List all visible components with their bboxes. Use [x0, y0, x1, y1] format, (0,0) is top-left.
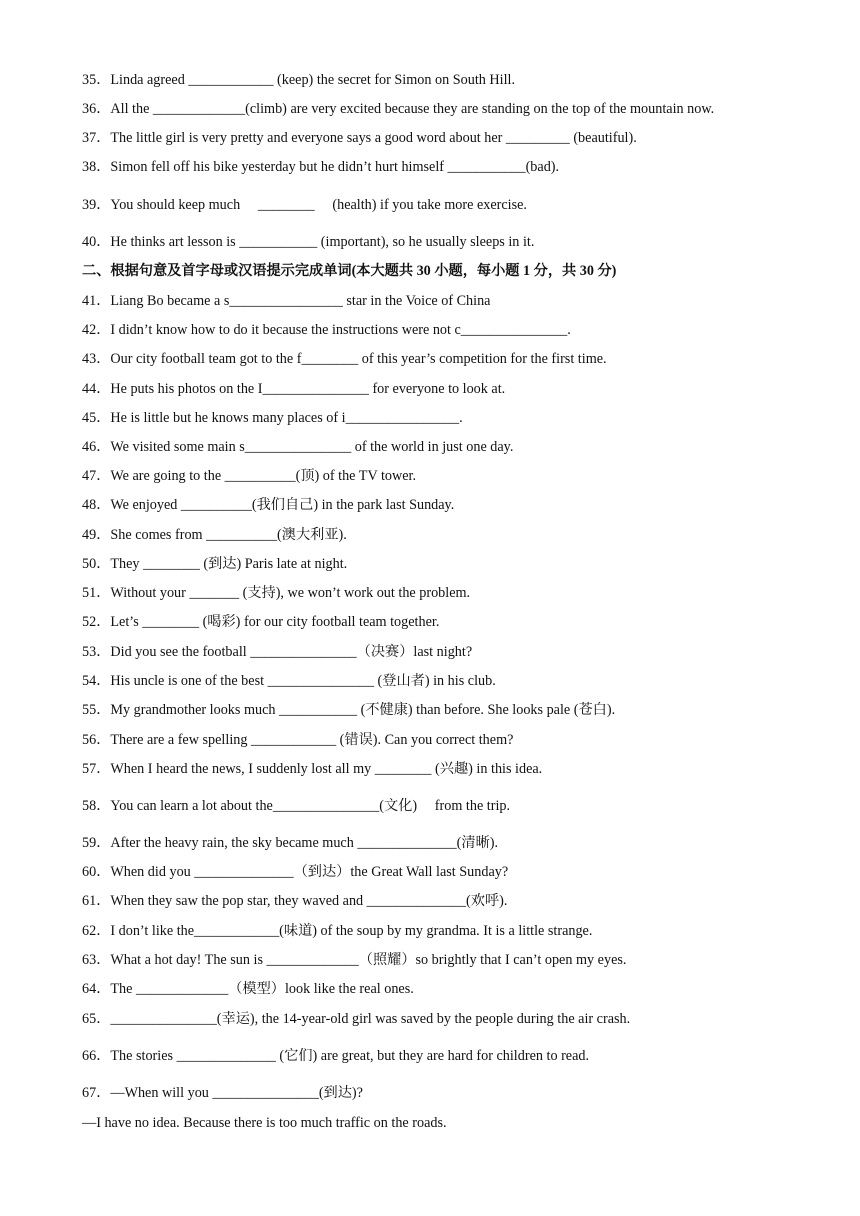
- question-51: 51．Without your _______ (支持), we won’t work out the problem.: [82, 585, 471, 601]
- question-43: 43．Our city football team got to the f________ of this year’s competition for the first time.: [82, 351, 607, 367]
- question-41: 41．Liang Bo became a s________________ star in the Voice of China: [82, 293, 491, 309]
- question-59: 59．After the heavy rain, the sky became much ______________(清晰).: [82, 835, 499, 851]
- question-65: 65．_______________(幸运), the 14-year-old girl was saved by the people during the air crash.: [82, 1011, 631, 1027]
- section-heading: 二、根据句意及首字母或汉语提示完成单词(本大题共 30 小题，每小题 1 分，共 30 分): [82, 263, 617, 279]
- question-57: 57．When I heard the news, I suddenly lost all my ________ (兴趣) in this idea.: [82, 761, 543, 777]
- question-62: 62．I don’t like the____________(味道) of the soup by my grandma. It is a little strange.: [82, 923, 593, 939]
- question-48: 48．We enjoyed __________(我们自己) in the park last Sunday.: [82, 497, 455, 513]
- question-49: 49．She comes from __________(澳大利亚).: [82, 527, 347, 543]
- question-50: 50．They ________ (到达) Paris late at night.: [82, 556, 348, 572]
- question-39: 39．You should keep much ________ (health) if you take more exercise.: [82, 197, 527, 213]
- question-64: 64．The _____________（模型）look like the real ones.: [82, 981, 414, 997]
- question-53: 53．Did you see the football _______________（决赛）last night?: [82, 644, 473, 660]
- question-56: 56．There are a few spelling ____________ (错误). Can you correct them?: [82, 732, 514, 748]
- question-45: 45．He is little but he knows many places of i________________.: [82, 410, 463, 426]
- question-44: 44．He puts his photos on the I_______________ for everyone to look at.: [82, 381, 506, 397]
- question-58: 58．You can learn a lot about the_______________(文化) from the trip.: [82, 798, 511, 814]
- question-46: 46．We visited some main s_______________ of the world in just one day.: [82, 439, 514, 455]
- question-37: 37．The little girl is very pretty and everyone says a good word about her _________ (beautiful).: [82, 130, 637, 146]
- question-67-reply: —I have no idea. Because there is too much traffic on the roads.: [82, 1115, 447, 1131]
- question-40: 40．He thinks art lesson is ___________ (important), so he usually sleeps in it.: [82, 234, 535, 250]
- question-67: 67．—When will you _______________(到达)?: [82, 1085, 363, 1101]
- question-47: 47．We are going to the __________(顶) of the TV tower.: [82, 468, 417, 484]
- question-60: 60．When did you ______________（到达）the Great Wall last Sunday?: [82, 864, 509, 880]
- question-38: 38．Simon fell off his bike yesterday but he didn’t hurt himself ___________(bad).: [82, 159, 560, 175]
- question-42: 42．I didn’t know how to do it because the instructions were not c_______________.: [82, 322, 571, 338]
- question-52: 52．Let’s ________ (喝彩) for our city football team together.: [82, 614, 440, 630]
- question-63: 63．What a hot day! The sun is _____________（照耀）so brightly that I can’t open my eyes.: [82, 952, 627, 968]
- question-66: 66．The stories ______________ (它们) are great, but they are hard for children to read.: [82, 1048, 590, 1064]
- question-54: 54．His uncle is one of the best _______________ (登山者) in his club.: [82, 673, 496, 689]
- question-35: 35．Linda agreed ____________ (keep) the secret for Simon on South Hill.: [82, 72, 516, 88]
- question-55: 55．My grandmother looks much ___________ (不健康) than before. She looks pale (苍白).: [82, 702, 616, 718]
- question-61: 61．When they saw the pop star, they waved and ______________(欢呼).: [82, 893, 508, 909]
- question-36: 36．All the _____________(climb) are very excited because they are standing on the top of the mountain now.: [82, 101, 715, 117]
